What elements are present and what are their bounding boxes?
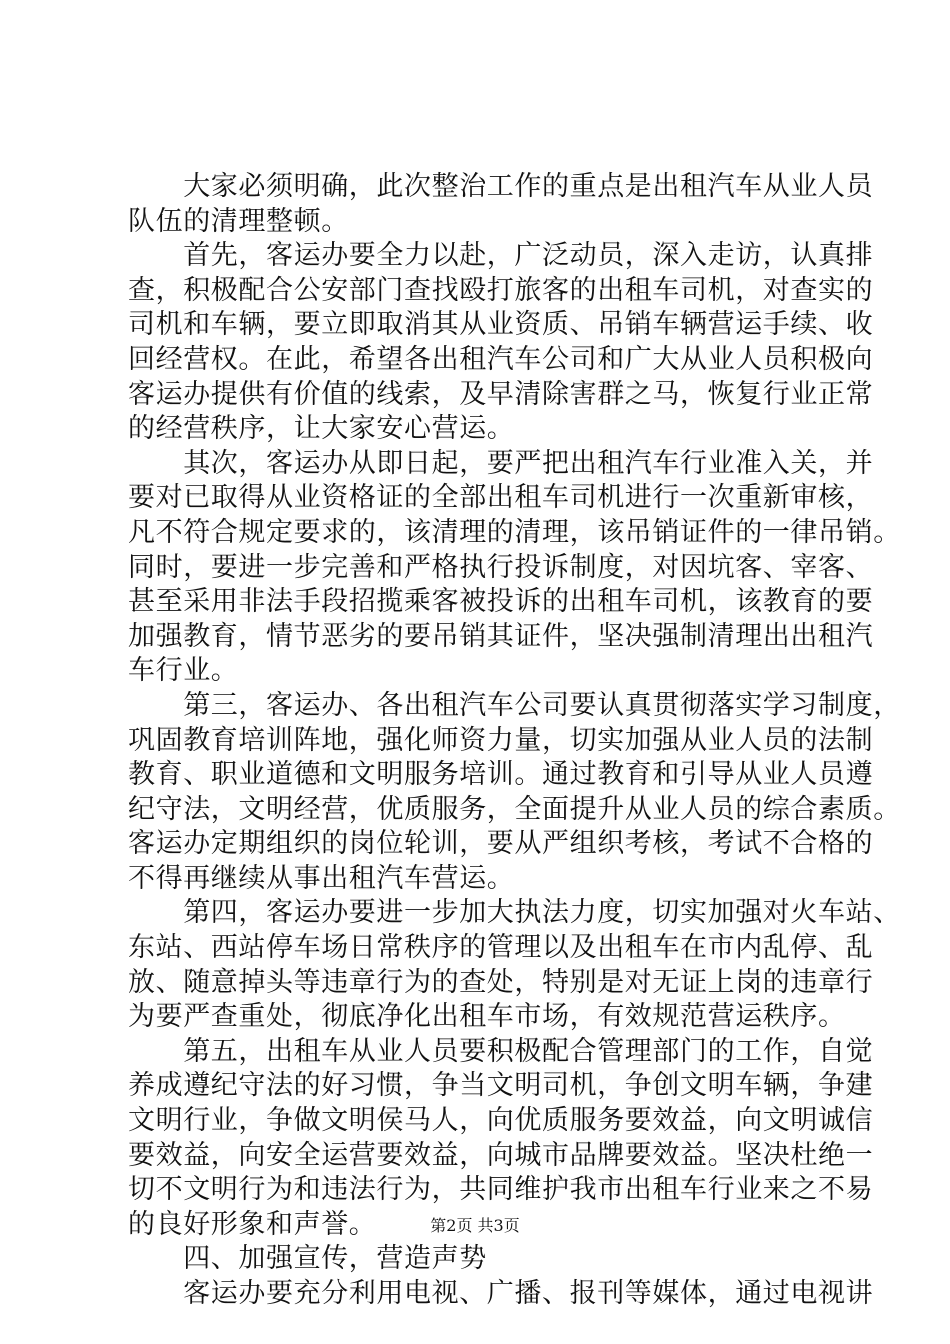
text-line: 队伍的清理整顿。 [128,205,349,237]
text-line: 首先，客运办要全力以赴，广泛动员，深入走访，认真排 [128,240,874,272]
text-line: 同时，要进一步完善和严格执行投诉制度，对因坑客、宰客、 [128,551,874,583]
text-line: 第三，客运办、各出租汽车公司要认真贯彻落实学习制度， [128,689,901,721]
text-line: 为要严查重处，彻底净化出租车市场，有效规范营运秩序。 [128,1001,846,1033]
text-line: 客运办提供有价值的线索，及早清除害群之马，恢复行业正常 [128,378,874,410]
text-line: 切不文明行为和违法行为，共同维护我市出租车行业来之不易 [128,1174,874,1206]
text-line: 客运办定期组织的岗位轮训，要从严组织考核，考试不合格的 [128,828,874,860]
section-heading: 四、加强宣传，营造声势 [128,1243,487,1275]
text-line: 加强教育，情节恶劣的要吊销其证件，坚决强制清理出出租汽 [128,620,874,652]
text-line: 东站、西站停车场日常秩序的管理以及出租车在市内乱停、乱 [128,932,874,964]
text-line: 大家必须明确，此次整治工作的重点是出租汽车从业人员 [128,171,874,202]
text-line: 车行业。 [128,655,239,687]
page-number-footer: 第2页 共3页 [430,1216,520,1235]
text-line: 文明行业，争做文明侯马人，向优质服务要效益，向文明诚信 [128,1105,874,1137]
text-line: 不得再继续从事出租汽车营运。 [128,862,515,894]
text-line: 要效益，向安全运营要效益，向城市品牌要效益。坚决杜绝一 [128,1139,874,1171]
text-line: 甚至采用非法手段招揽乘客被投诉的出租车司机，该教育的要 [128,586,874,618]
text-line: 其次，客运办从即日起，要严把出租汽车行业准入关，并 [128,447,874,479]
text-line: 第四，客运办要进一步加大执法力度，切实加强对火车站、 [128,897,901,929]
text-line: 要对已取得从业资格证的全部出租车司机进行一次重新审核， [128,482,874,514]
text-line: 第五，出租车从业人员要积极配合管理部门的工作，自觉 [128,1035,874,1067]
text-line: 巩固教育培训阵地，强化师资力量，切实加强从业人员的法制 [128,724,874,756]
text-line: 的良好形象和声誉。 [128,1208,377,1240]
text-line: 放、随意掉头等违章行为的查处，特别是对无证上岗的违章行 [128,966,874,998]
text-line: 查，积极配合公安部门查找殴打旅客的出租车司机，对查实的 [128,274,874,306]
text-line: 纪守法，文明经营，优质服务，全面提升从业人员的综合素质。 [128,793,901,825]
text-line: 司机和车辆，要立即取消其从业资质、吊销车辆营运手续、收 [128,309,874,341]
document-body [128,170,901,1312]
text-line: 凡不符合规定要求的，该清理的清理，该吊销证件的一律吊销。 [128,516,901,548]
text-line: 的经营秩序，让大家安心营运。 [128,413,515,445]
text-line: 客运办要充分利用电视、广播、报刊等媒体，通过电视讲 [128,1278,874,1309]
text-line: 养成遵纪守法的好习惯，争当文明司机，争创文明车辆，争建 [128,1070,874,1102]
text-line: 教育、职业道德和文明服务培训。通过教育和引导从业人员遵 [128,759,874,791]
text-line: 回经营权。在此，希望各出租汽车公司和广大从业人员积极向 [128,343,874,375]
